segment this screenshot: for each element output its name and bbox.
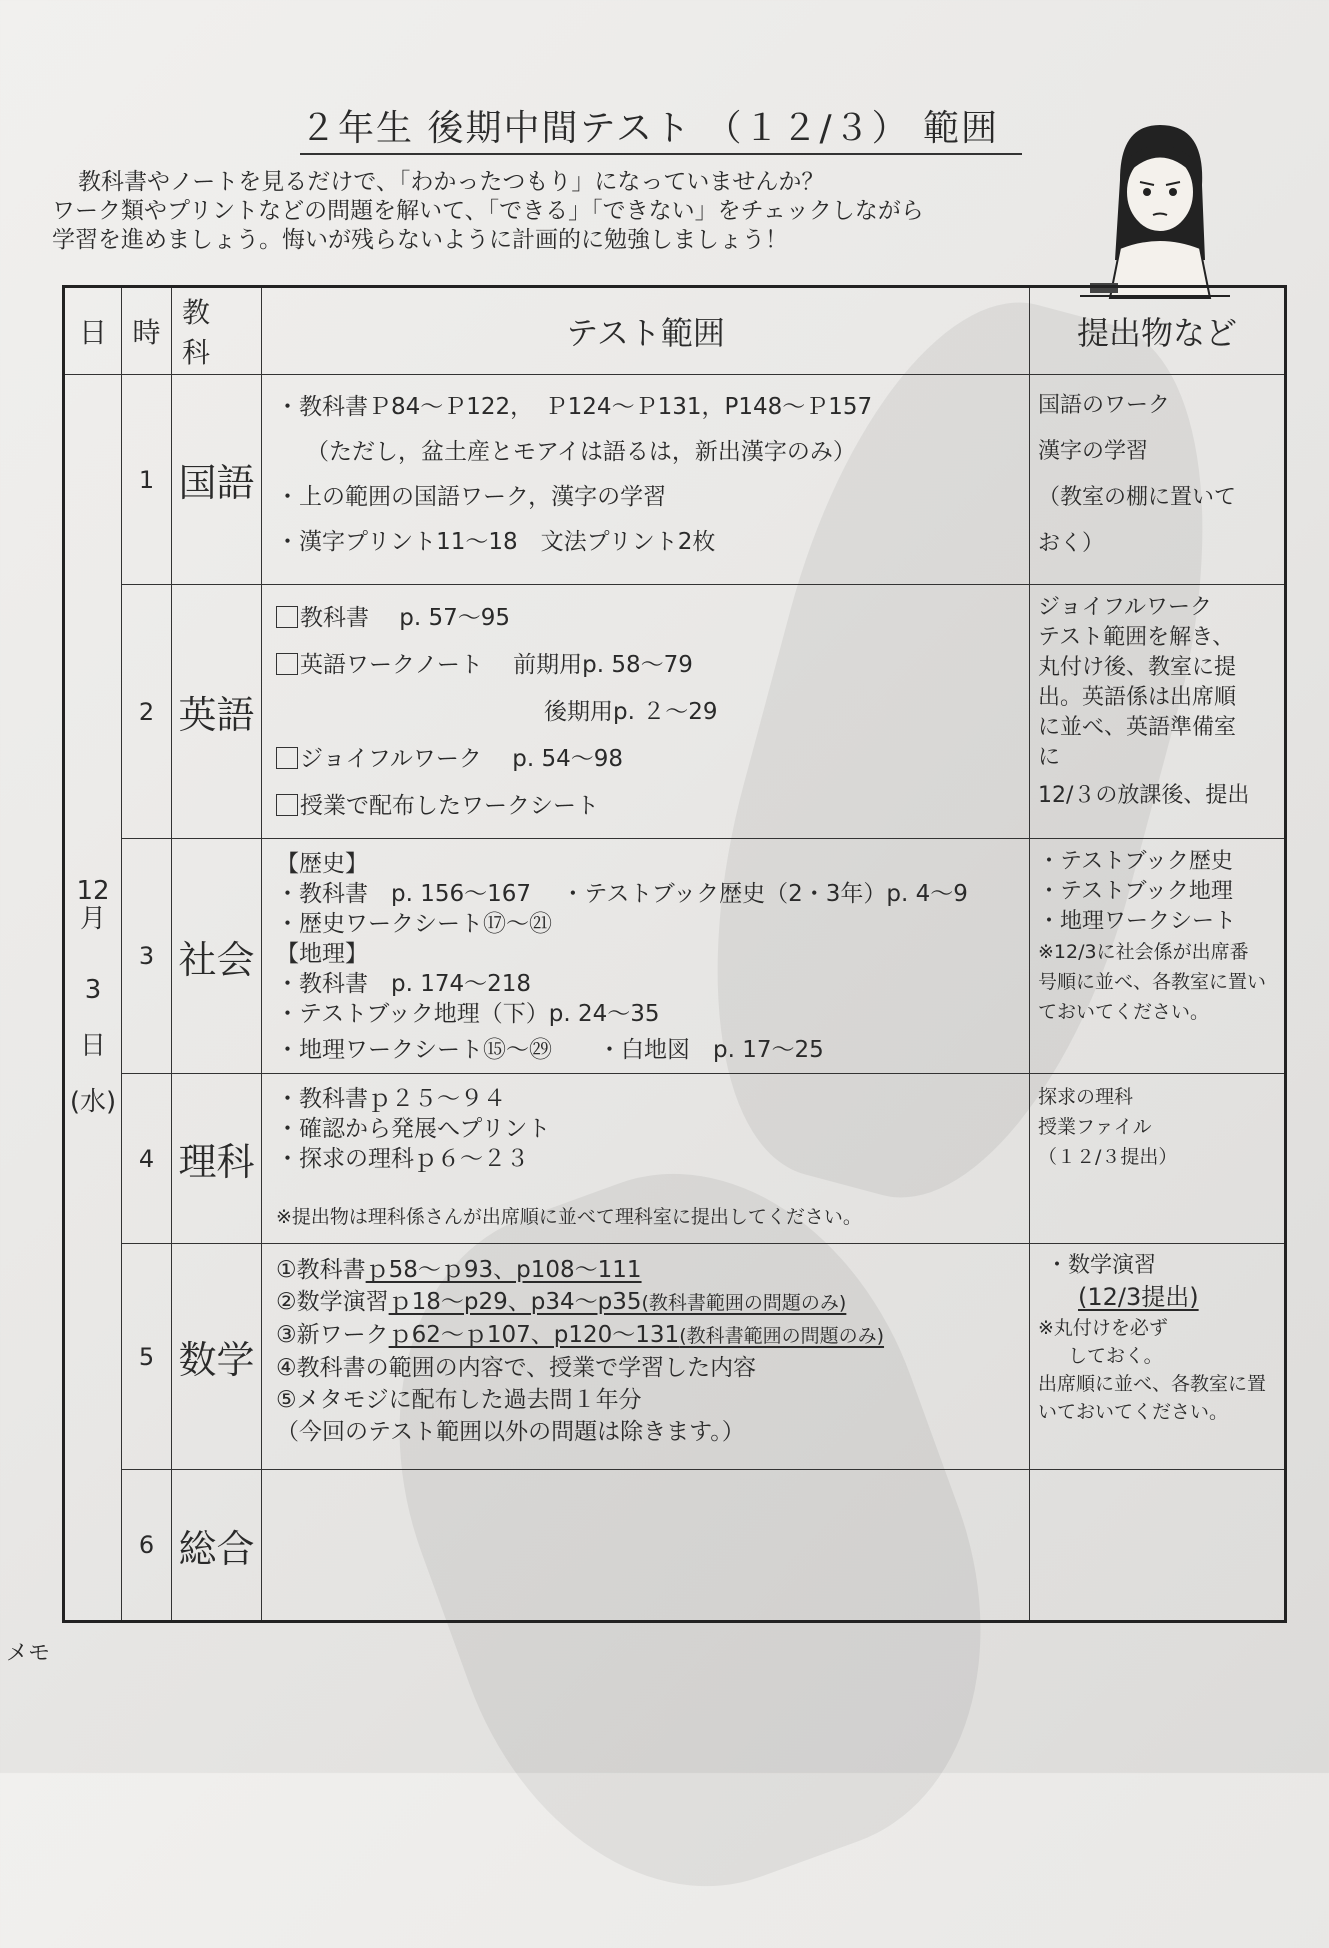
range-line: 教科書 p. 57～95 xyxy=(276,595,1019,642)
submission-line: 漢字の学習 xyxy=(1038,439,1149,464)
submission-line: （１２/３提出） xyxy=(1038,1146,1178,1168)
intro-line: 学習を進めましょう。悔いが残らないように計画的に勉強しましょう！ xyxy=(52,227,788,253)
date-month-unit: 月 xyxy=(79,903,106,934)
range-line: 後期用p. ２～29 xyxy=(544,699,718,725)
period-number: 2 xyxy=(122,585,172,839)
submission-cell xyxy=(1030,1074,1286,1244)
submission-cell xyxy=(1030,585,1286,839)
subject-name: 数学 xyxy=(172,1244,262,1470)
range-line: （ただし，盆土産とモアイは語るは，新出漢字のみ） xyxy=(306,439,856,465)
period-number: 3 xyxy=(122,839,172,1074)
range-line: 【地理】 xyxy=(276,941,368,967)
header-day: 日 xyxy=(64,287,122,375)
submission-line: 丸付け後、教室に提 xyxy=(1038,655,1237,680)
period-number: 6 xyxy=(122,1470,172,1622)
submission-line: 出。英語係は出席順 xyxy=(1038,685,1237,710)
range-line: ・探求の理科ｐ６～２３ xyxy=(276,1146,529,1172)
checkbox-icon xyxy=(276,794,298,816)
range-line: ・漢字プリント11～18 文法プリント2枚 xyxy=(276,529,716,555)
submission-line: (12/3提出) xyxy=(1078,1283,1199,1311)
table-row xyxy=(64,839,1286,1074)
range-line: ・教科書ｐ２５～９４ xyxy=(276,1086,506,1112)
test-range-cell xyxy=(262,1244,1030,1470)
submission-line: 12/３の放課後、提出 xyxy=(1038,783,1250,808)
range-line: ・確認から発展へプリント xyxy=(276,1116,551,1142)
range-line: 【歴史】 xyxy=(276,851,368,877)
schedule-table xyxy=(62,285,1287,1623)
date-day: 3 xyxy=(84,974,102,1005)
range-line: ②数学演習ｐ18～p29、p34～p35(教科書範囲の問題のみ) xyxy=(276,1289,847,1315)
date-weekday: (水) xyxy=(69,1086,117,1117)
intro-line: ワーク類やプリントなどの問題を解いて、「できる」「できない」をチェックしながら xyxy=(52,198,924,224)
date-cell xyxy=(64,375,122,1622)
header-subject: 教 科 xyxy=(172,287,262,375)
submission-line: 探求の理科 xyxy=(1038,1086,1134,1108)
submission-line: ・テストブック地理 xyxy=(1038,879,1233,904)
submission-line: に並べ、英語準備室 xyxy=(1038,715,1237,740)
submission-line: ・数学演習 xyxy=(1046,1253,1157,1278)
range-line: ・教科書Ｐ84～Ｐ122， Ｐ124～Ｐ131，P148～Ｐ157 xyxy=(276,394,873,420)
checkbox-icon xyxy=(276,606,298,628)
submission-line: 授業ファイル xyxy=(1038,1116,1152,1138)
header-test-range: テスト範囲 xyxy=(262,287,1030,375)
table-header-row xyxy=(64,287,1286,375)
submission-cell xyxy=(1030,375,1286,585)
submission-line: に xyxy=(1038,745,1061,770)
range-line: 英語ワークノート 前期用p. 58～79 xyxy=(276,642,1019,689)
student-illustration xyxy=(1080,120,1230,300)
submission-line: 出席順に並べ、各教室に置 xyxy=(1038,1373,1267,1395)
checkbox-icon xyxy=(276,653,298,675)
subject-name: 総合 xyxy=(172,1470,262,1622)
submission-line: いておいてください。 xyxy=(1038,1401,1229,1423)
range-line: 授業で配布したワークシート xyxy=(276,783,1019,830)
submission-line: おく） xyxy=(1038,531,1105,556)
test-range-cell xyxy=(262,585,1030,839)
test-range-cell xyxy=(262,839,1030,1074)
submission-line: しておく。 xyxy=(1068,1345,1163,1367)
intro-line: 教科書やノートを見るだけで、「わかったつもり」になっていませんか？ xyxy=(78,169,825,195)
page-title: ２年生 後期中間テスト （１２/３） 範囲 xyxy=(300,100,1022,155)
table-row xyxy=(64,1244,1286,1470)
submission-line: （教室の棚に置いて xyxy=(1038,485,1237,510)
range-line: ⑤メタモジに配布した過去問１年分 xyxy=(276,1387,642,1413)
submission-cell xyxy=(1030,1470,1286,1622)
table-row xyxy=(64,585,1286,839)
range-line: ④教科書の範囲の内容で、授業で学習した内容 xyxy=(276,1355,757,1381)
intro-text xyxy=(52,168,1052,255)
test-range-cell xyxy=(262,1074,1030,1244)
memo-label: メモ xyxy=(6,1641,51,1666)
subject-name: 国語 xyxy=(172,375,262,585)
table-row xyxy=(64,1470,1286,1622)
date-month: 12 xyxy=(76,875,110,906)
test-range-cell xyxy=(262,1470,1030,1622)
range-line: ジョイフルワーク p. 54～98 xyxy=(276,736,1019,783)
table-row xyxy=(64,1074,1286,1244)
range-line: ・歴史ワークシート⑰～㉑ xyxy=(276,911,552,937)
period-number: 5 xyxy=(122,1244,172,1470)
period-number: 4 xyxy=(122,1074,172,1244)
range-line: ①教科書ｐ58～ｐ93、p108～111 xyxy=(276,1257,642,1283)
date-day-unit: 日 xyxy=(79,1030,106,1061)
submission-line: ておいてください。 xyxy=(1038,1001,1210,1023)
range-line: ・教科書 p. 174～218 xyxy=(276,971,532,997)
submission-line: ・地理ワークシート xyxy=(1038,909,1237,934)
subject-name: 理科 xyxy=(172,1074,262,1244)
test-range-cell xyxy=(262,375,1030,585)
submission-line: ※12/3に社会係が出席番 xyxy=(1038,941,1249,963)
header-period: 時 xyxy=(122,287,172,375)
submission-line: ※丸付けを必ず xyxy=(1038,1317,1168,1339)
range-line: ・テストブック地理（下）p. 24～35 xyxy=(276,1001,660,1027)
range-line: ・教科書 p. 156～167 ・テストブック歴史（2・3年）p. 4～9 xyxy=(276,881,968,907)
submission-cell xyxy=(1030,839,1286,1074)
submission-line: 国語のワーク xyxy=(1038,393,1171,418)
range-line: （今回のテスト範囲以外の問題は除きます。） xyxy=(276,1419,745,1445)
range-line: ・上の範囲の国語ワーク，漢字の学習 xyxy=(276,484,667,510)
submission-line: ・テストブック歴史 xyxy=(1038,849,1233,874)
subject-name: 英語 xyxy=(172,585,262,839)
table-row xyxy=(64,375,1286,585)
submission-line: テスト範囲を解き、 xyxy=(1038,625,1235,650)
subject-name: 社会 xyxy=(172,839,262,1074)
submission-line: 号順に並べ、各教室に置い xyxy=(1038,971,1267,993)
checkbox-icon xyxy=(276,747,298,769)
submission-line: ジョイフルワーク xyxy=(1038,595,1213,620)
range-line: ※提出物は理科係さんが出席順に並べて理科室に提出してください。 xyxy=(276,1206,862,1228)
submission-cell xyxy=(1030,1244,1286,1470)
range-line: ・地理ワークシート⑮～㉙ ・白地図 p. 17～25 xyxy=(276,1037,824,1063)
range-line: ③新ワークｐ62～ｐ107、p120～131(教科書範囲の問題のみ) xyxy=(276,1322,885,1348)
period-number: 1 xyxy=(122,375,172,585)
header-submission: 提出物など xyxy=(1030,287,1286,375)
